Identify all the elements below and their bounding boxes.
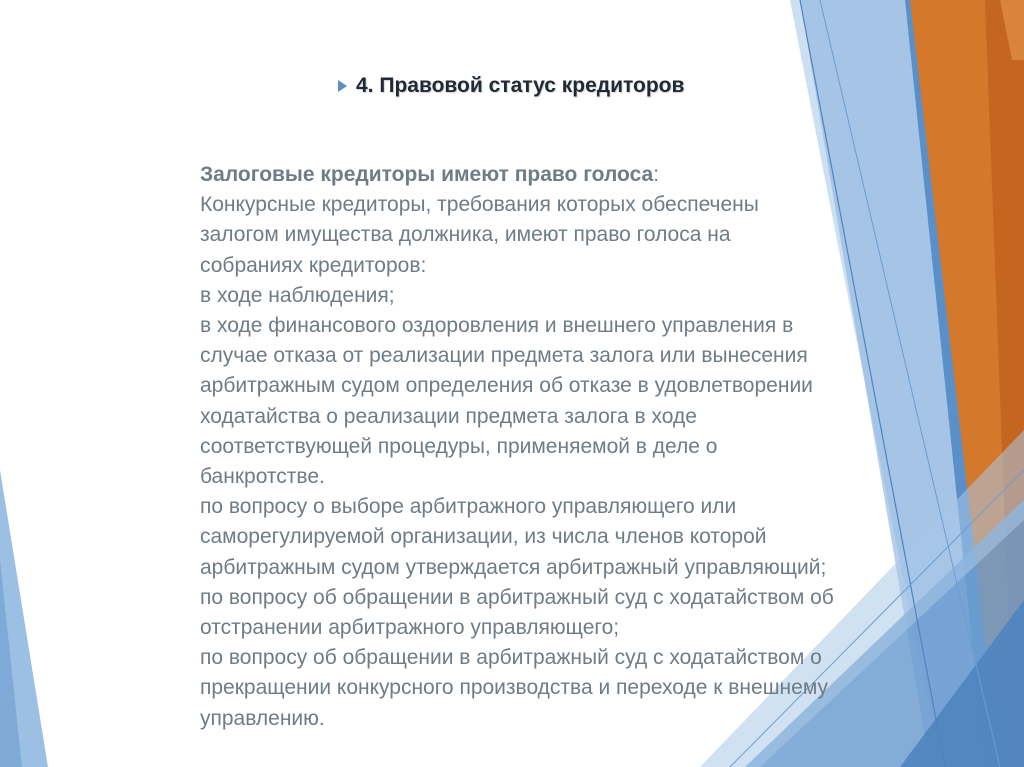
body-line: отстранении арбитражного управляющего; (200, 616, 620, 640)
lead-line (200, 160, 960, 190)
lead-colon: : (653, 163, 660, 186)
body-line: саморегулируемой организации, из числа членов которой (200, 525, 767, 549)
lead-heading: Залоговые кредиторы имеют право голоса (200, 163, 654, 186)
body-line: в ходе финансового оздоровления и внешнего управления в (200, 314, 794, 338)
body-line: арбитражным судом утверждается арбитражный управляющий; (200, 555, 827, 579)
body-line: собраниях кредиторов: (200, 253, 427, 277)
body-line: залогом имущества должника, имеют право голоса на (200, 223, 731, 247)
title-bullet-icon (338, 80, 347, 92)
body-line: управлению. (200, 706, 325, 730)
body-line: по вопросу об обращении в арбитражный суд с ходатайством о (200, 646, 822, 670)
body-line: прекращении конкурсного производства и переходе к внешнему (200, 676, 828, 700)
body-line: соответствующей процедуры, применяемой в деле о (200, 434, 718, 458)
body-line: в ходе наблюдения; (200, 283, 395, 307)
slide-body (200, 160, 960, 734)
body-line: по вопросу о выборе арбитражного управляющего или (200, 495, 737, 519)
body-line: случае отказа от реализации предмета залога или вынесения (200, 344, 808, 368)
body-line: банкротстве. (200, 465, 325, 489)
body-line: Конкурсные кредиторы, требования которых обеспечены (200, 193, 759, 217)
body-line: арбитражным судом определения об отказе в удовлетворении (200, 374, 813, 398)
body-line: ходатайства о реализации предмета залога в ходе (200, 404, 697, 428)
body-line: по вопросу об обращении в арбитражный суд с ходатайством об (200, 585, 834, 609)
page-title: 4. Правовой статус кредиторов (356, 74, 685, 97)
